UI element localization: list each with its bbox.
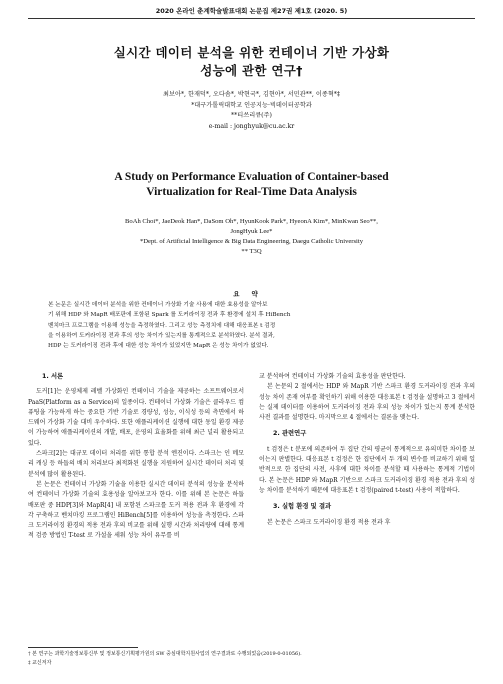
abstract-line: 기 위해 HDP 와 MapR 배포판에 포함된 Spark 를 도커라이징 전과 후 환경에 설치 후 HiBench [48,312,291,319]
english-authors-line-2: JongHyuk Lee* [230,228,273,235]
abstract-line: 을 이용하여 도커라이징 전과 후의 성능 차이가 있는지를 통계적으로 분석하였다. 분석 결과, [48,332,275,339]
korean-affiliation-2: **티쓰리큐(주) [231,112,272,119]
footnote-funding: † 본 연구는 과학기술정보통신부 및 정보통신기획평가원의 SW 중심대학지원사업의 연구결과로 수행되었음(2019-0-01056). [28,651,302,657]
footnote-corresponding: ‡ 교신저자 [28,660,52,666]
english-title-line-2: Virtualization for Real-Time Data Analysis [146,186,357,198]
paragraph: 스파크[2]는 대규모 데이터 처리를 위한 통합 분석 엔진이다. 스파크는 인 메모리 캐싱 등 하둡의 배치 처리보다 최적화된 실행을 지원하여 실시간 데이터 처리 및 분석에 많이 활용된다. [28,450,244,478]
paragraph: t 검정은 t 분포에 의존하여 두 집단 간의 평균이 통계적으로 유의미한 차이를 보이는지 판별한다. 대응표본 t 검정은 한 집단에서 두 개의 변수를 비교하기 위해 일반적으로 한 집단의 사전, 사후에 대한 차이를 분석할 때 사용하는 통계적 기법이다. 본 논문은 HDP 와 MapR 기반으로 스파크 도커라이징 환경 적용 전과 후의 성능 차이를 분석하기 때문에 대응표본 t 검정(paired t-test) 사용이 적합하다. [259,445,475,494]
running-header: 2020 온라인 춘계학술발표대회 논문집 제27권 제1호 (2020. 5) [155,7,348,15]
english-title [40,170,463,200]
left-column [28,372,244,542]
abstract-line: HDP 는 도커라이징 전과 후에 대한 성능 차이가 있었지만 MapR 은 성능 차이가 없었다. [48,343,269,350]
paragraph: 본 논문은 스파크 도커라이징 환경 적용 전과 후 [267,518,391,526]
abstract-line: 벤치마크 프로그램을 이용해 성능을 측정하였다. 그리고 성능 측정치에 대해 대응표본 t 검정 [48,322,276,329]
header-rule [28,18,475,19]
section-3-heading: 3. 실험 환경 및 결과 [273,503,332,511]
korean-title-line-2: 성능에 관한 연구† [200,63,303,78]
section-1-heading: 1. 서론 [42,373,64,380]
korean-affiliation-1: *대구가톨릭대학교 인공지능·빅데이터공학과 [191,101,312,109]
korean-authors: 최보아*, 한재덕*, 오다솜*, 박현국*, 김현아*, 서민관**, 이종혁*‡ [163,91,340,98]
right-column [259,372,475,528]
korean-title-line-1: 실시간 데이터 분석을 위한 컨테이너 기반 가상화 [113,45,390,60]
section-2-heading: 2. 관련연구 [273,430,307,438]
english-author-block [40,217,463,257]
paragraph: 도커[1]는 운영체제 레벨 가상화인 컨테이너 기술을 제공하는 소프트웨어로서 PaaS(Platform as a Service)의 일종이다. 컨테이너 가상화 기술은 클라우드 컴퓨팅을 가능하게 하는 중요한 기반 기술로 경량성, 성능, 이식성 등의 측면에서 하드웨어 가상화 기술 대비 우수하다. 또한 애플리케이션 실행에 대한 동일 환경 제공이 가능하여 애플리케이션의 개발, 배포, 운영의 효율화를 위해 최근 널리 활용되고 있다. [28,388,244,447]
korean-author-block [30,90,473,132]
korean-email: e-mail : jonghyuk@cu.ac.kr [208,122,295,130]
footnotes [28,650,468,668]
abstract-heading: 요약 [233,290,270,298]
paragraph: 교 분석하여 컨테이너 가상화 기술의 효용성을 판단한다. [259,373,406,380]
english-title-line-1: A Study on Performance Evaluation of Container-based [114,171,389,183]
abstract-body [48,300,455,351]
english-affiliation-1: *Dept. of Artificial Intelligence & Big Data Engineering, Daegu Catholic University [139,238,364,245]
english-authors-line-1: BoAh Choi*, JaeDeok Han*, DaSom Oh*, HyunKook Park*, HyeonA Kim*, MinKwan Seo**, [125,218,378,225]
abstract-line: 본 논문은 실시간 데이터 분석을 위한 컨테이너 가상화 기술 사용에 대한 효용성을 알아보 [48,302,268,308]
english-affiliation-2: ** T3Q [241,248,262,255]
paragraph: 본 논문의 2 절에서는 HDP 와 MapR 기반 스파크 환경 도커라이징 전과 후의 성능 차이 존재 여부를 확인하기 위해 이용한 대응표본 t 검정을 설명하고 3 절에서는 실제 데이터를 이용하여 도커라이징 전과 후의 성능 차이가 있는지 통계 분석한 사전 결과를 설명한다. 마지막으로 4 절에서는 결론을 맺는다. [259,383,475,422]
paragraph: 본 논문은 컨테이너 가상화 기술을 이용한 실시간 데이터 분석의 성능을 분석하여 컨테이너 가상화 기술의 효용성을 알아보고자 한다. 이를 위해 본 논문은 하둡 배포판 중 HDP[3]와 MapR[4] 내 포함된 스파크를 도커 적용 전과 후 환경에 각각 구축하고 벤치마킹 프로그램인 HiBench[5]를 이용하여 성능을 측정한다. 스파크 도커라이징 환경의 적용 전과 후의 비교를 위해 실행 시간과 처리량에 대해 통계적 검증 방법인 T-test 로 가설을 세워 성능 차이 유무를 비 [28,480,244,540]
korean-title [40,44,463,80]
footnote-rule [28,647,138,648]
